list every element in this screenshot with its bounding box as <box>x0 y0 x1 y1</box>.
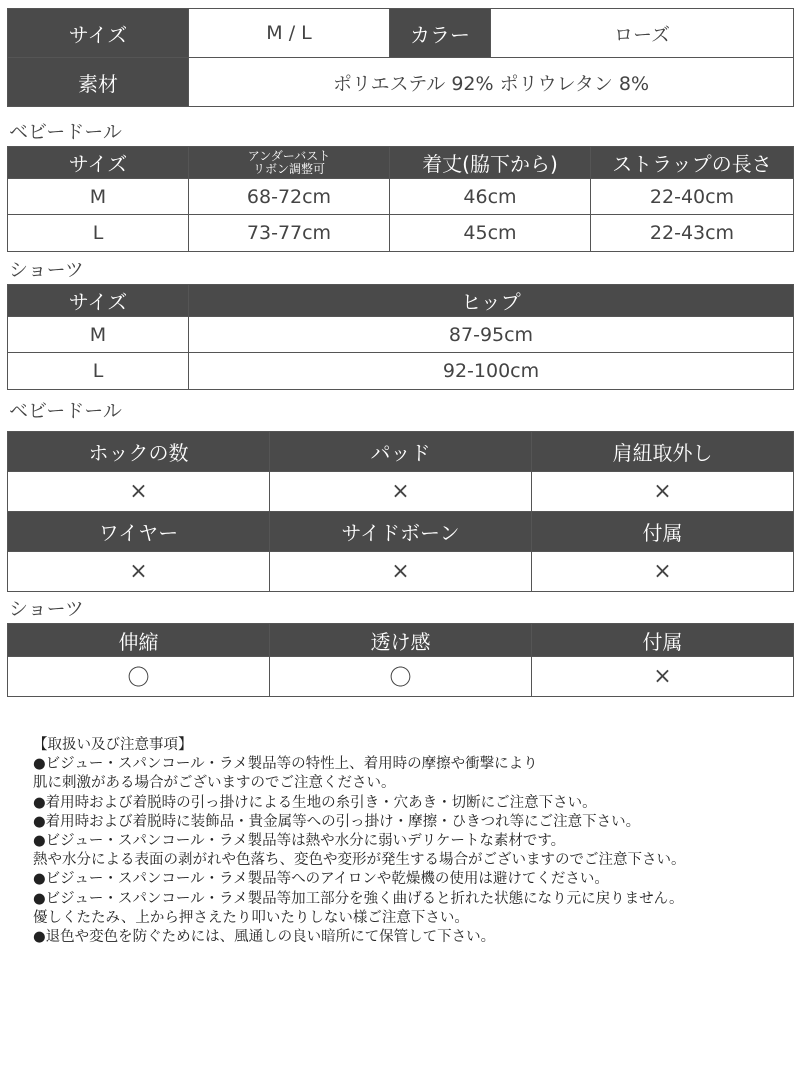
header-hip: ヒップ <box>189 285 794 317</box>
babydoll-size-table <box>7 146 794 252</box>
header-underbust <box>189 147 390 179</box>
note-line: ●退色や変色を防ぐためには、風通しの良い暗所にて保管して下さい。 <box>33 929 496 946</box>
removable-strap-value: × <box>532 472 794 512</box>
shorts-size-title: ショーツ <box>9 259 84 281</box>
note-line: 優しくたたみ、上から押さえたり叩いたりしない様ご注意下さい。 <box>33 909 469 926</box>
accessory-value: × <box>532 552 794 592</box>
side-bone-value: × <box>270 552 532 592</box>
header-size: サイズ <box>8 285 189 317</box>
length-cell: 45cm <box>390 215 591 252</box>
babydoll-features-table <box>7 431 794 592</box>
note-line: ●着用時および着脱時に装飾品・貴金属等への引っ掛け・摩擦・ひきつれ等にご注意下さい。 <box>33 813 641 830</box>
size-value: M / L <box>189 9 390 58</box>
hooks-value: × <box>8 472 270 512</box>
shorts-features-title: ショーツ <box>9 598 84 620</box>
sheerness-value: 〇 <box>270 657 532 697</box>
size-cell: M <box>8 317 189 353</box>
table-row <box>8 179 794 215</box>
header-underbust-line2: リボン調整可 <box>252 161 325 176</box>
note-line: ●ビジュー・スパンコール・ラメ製品等の特性上、着用時の摩擦や衝撃により <box>33 756 538 773</box>
color-label: カラー <box>390 9 491 58</box>
header-removable-strap: 肩紐取外し <box>532 432 794 472</box>
pad-value: × <box>270 472 532 512</box>
header-underbust-line1: アンダーバスト <box>247 148 331 163</box>
size-cell: M <box>8 179 189 215</box>
header-side-bone: サイドボーン <box>270 512 532 552</box>
note-line: ●ビジュー・スパンコール・ラメ製品等加工部分を強く曲げると折れた状態になり元に戻りません。 <box>33 890 684 907</box>
material-value: ポリエステル 92% ポリウレタン 8% <box>189 58 794 107</box>
underbust-cell: 73-77cm <box>189 215 390 252</box>
color-value: ローズ <box>491 9 794 58</box>
header-pad: パッド <box>270 432 532 472</box>
material-label: 素材 <box>8 58 189 107</box>
header-length: 着丈(脇下から) <box>390 147 591 179</box>
note-line: ●ビジュー・スパンコール・ラメ製品等は熱や水分に弱いデリケートな素材です。 <box>33 833 566 850</box>
shorts-features-table <box>7 623 794 697</box>
note-line: 熱や水分による表面の剥がれや色落ち、変色や変形が発生する場合がございますのでご注意下さい。 <box>33 852 686 869</box>
table-row <box>8 353 794 390</box>
table-row <box>8 472 794 512</box>
wire-value: × <box>8 552 270 592</box>
babydoll-features-title: ベビードール <box>9 400 122 422</box>
notes-heading: 【取扱い及び注意事項】 <box>33 737 193 753</box>
header-accessory: 付属 <box>532 512 794 552</box>
strap-cell: 22-40cm <box>591 179 794 215</box>
size-label: サイズ <box>8 9 189 58</box>
header-hooks: ホックの数 <box>8 432 270 472</box>
underbust-cell: 68-72cm <box>189 179 390 215</box>
strap-cell: 22-43cm <box>591 215 794 252</box>
care-notes <box>33 736 783 947</box>
hip-cell: 92-100cm <box>189 353 794 390</box>
header-size: サイズ <box>8 147 189 179</box>
shorts-size-table <box>7 284 794 390</box>
header-stretch: 伸縮 <box>8 624 270 657</box>
hip-cell: 87-95cm <box>189 317 794 353</box>
accessory-value: × <box>532 657 794 697</box>
note-line: ●ビジュー・スパンコール・ラメ製品等へのアイロンや乾燥機の使用は避けてください。 <box>33 871 609 888</box>
header-strap: ストラップの長さ <box>591 147 794 179</box>
stretch-value: 〇 <box>8 657 270 697</box>
table-row <box>8 215 794 252</box>
note-line: 肌に刺激がある場合がございますのでご注意ください。 <box>33 775 396 792</box>
note-line: ●着用時および着脱時の引っ掛けによる生地の糸引き・穴あき・切断にご注意下さい。 <box>33 794 597 811</box>
table-row <box>8 552 794 592</box>
babydoll-size-title: ベビードール <box>9 121 122 143</box>
length-cell: 46cm <box>390 179 591 215</box>
product-info-table <box>7 8 794 107</box>
header-wire: ワイヤー <box>8 512 270 552</box>
size-cell: L <box>8 353 189 390</box>
table-row <box>8 317 794 353</box>
table-row <box>8 657 794 697</box>
header-sheerness: 透け感 <box>270 624 532 657</box>
header-accessory: 付属 <box>532 624 794 657</box>
size-cell: L <box>8 215 189 252</box>
